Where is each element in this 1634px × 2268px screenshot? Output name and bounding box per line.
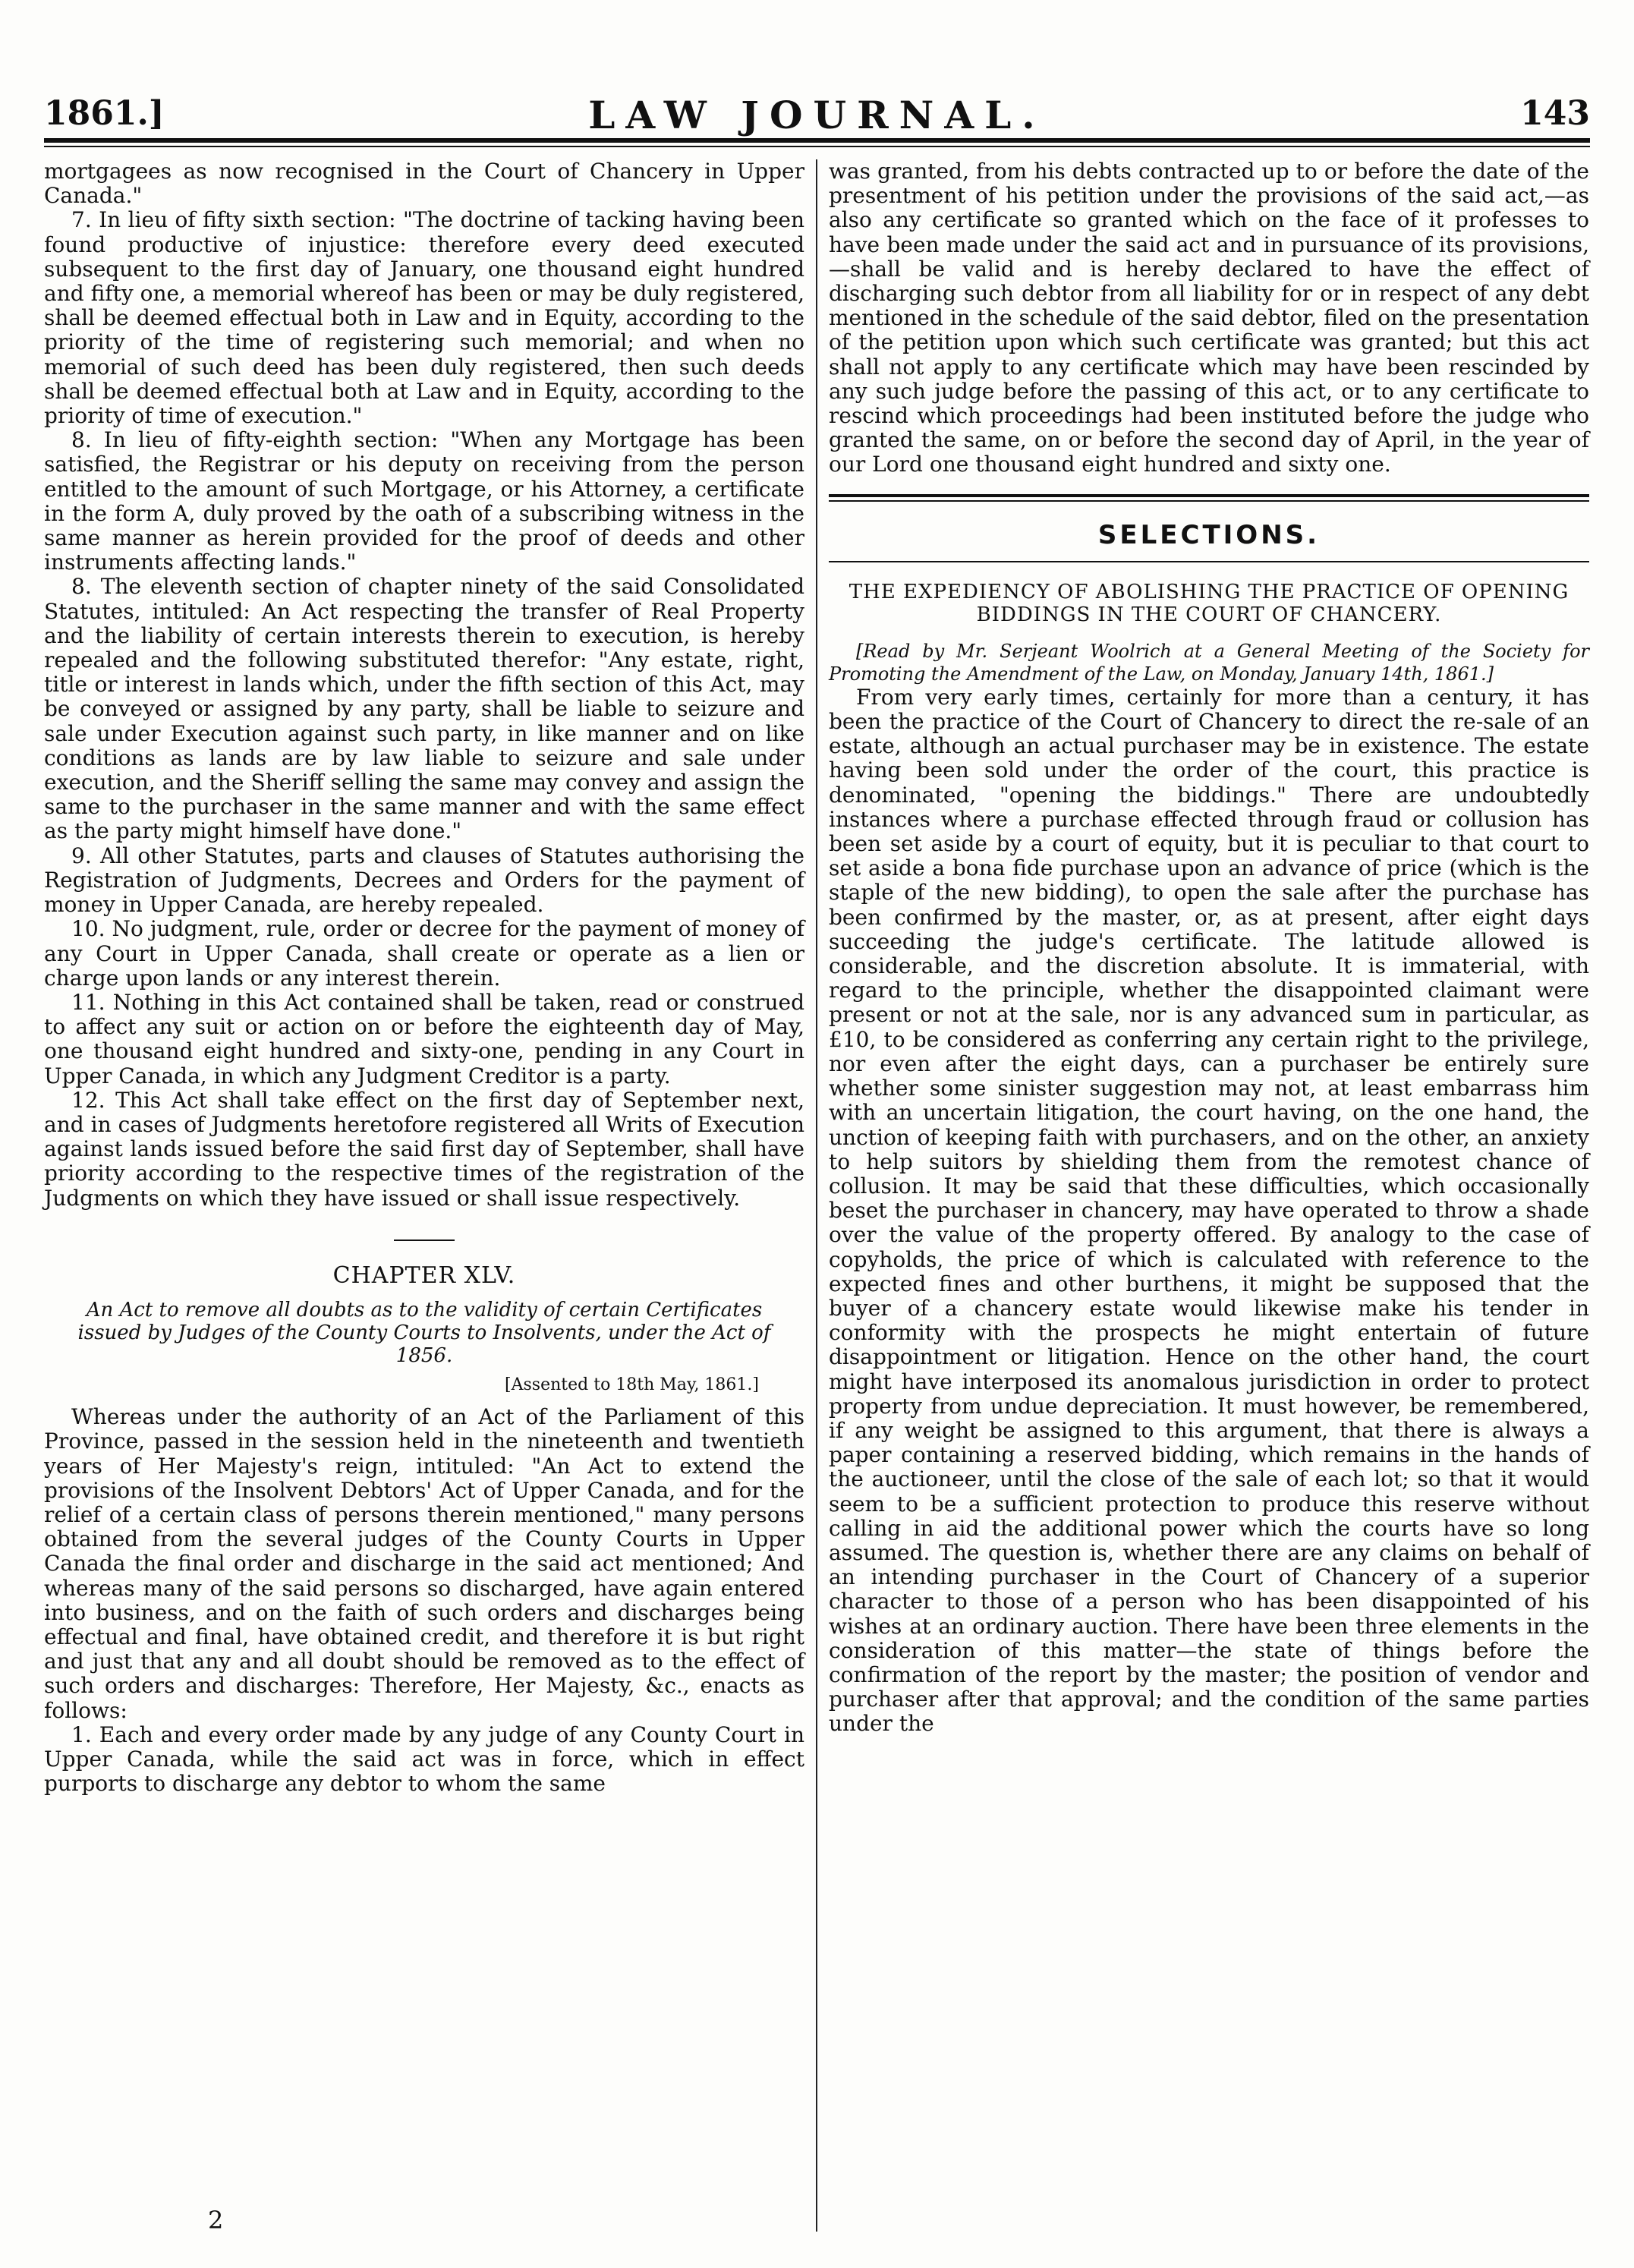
paragraph-section-11: 11. Nothing in this Act contained shall be taken, read or construed to affect any suit or action on or before the eighteenth day of May, one thousand eight hundred and sixty-one, pending in any Court in Upper Canada, in which any Judgment Creditor is a party. (44, 989, 804, 1088)
journal-title: LAW JOURNAL. (588, 93, 1046, 137)
page-number: 143 (1520, 94, 1590, 133)
section-heading: SELECTIONS. (1097, 519, 1321, 550)
paragraph-chapter-section-1: 1. Each and every order made by any judge of any County Court in Upper Canada, while the said act was in force, which in effect purports to discharge any debtor to whom the same (44, 1721, 804, 1797)
paragraph-preamble: Whereas under the authority of an Act of the Parliament of this Province, passed in the session held in the nineteenth and twentieth years of Her Majesty's reign, intituled: "An Act to extend the provisions of the Insolvent Debtors' Act of Upper Canada, and for the relief of a certain class of persons therein mentioned," many persons obtained from the several judges of the County Courts in Upper Canada the final order and discharge in the said act mentioned; And whereas many of the said persons so discharged, have again entered into business, and on the faith of such orders and discharges being effectual and final, have obtained credit, and therefore it is but right and just that any and all doubt should be removed as to the effect of such orders and discharges: Therefore, Her Majesty, &c., enacts as follows: (44, 1404, 804, 1723)
paragraph-section-10: 10. No judgment, rule, order or decree for the payment of money of any Court in Upper Canada, shall create or operate as a lien or charge upon lands or any interest therein. (44, 916, 804, 991)
left-column (44, 159, 804, 1796)
paragraph-section-12: 12. This Act shall take effect on the first day of September next, and in cases of Judgments heretofore registered all Writs of Execution against lands issued before the said first day of September, shall have priority according to the respective times of the registration of the Judgments on which they have issued or shall issue respectively. (44, 1087, 804, 1211)
chapter-separator (394, 1240, 455, 1241)
paragraph-continuation: mortgagees as now recognised in the Court of Chancery in Upper Canada." (44, 159, 804, 209)
right-column (829, 159, 1589, 1737)
header-rule-thick (44, 138, 1590, 143)
paragraph-continuation-right: was granted, from his debts contracted up to or before the date of the presentment of his petition under the provisions of the said act,—as also any certificate so granted which on the face of it professes to have been made under the said act and in pursuance of its provisions,—shall be valid and is hereby declared to have the effect of discharging such debtor from all liability for or in respect of any debt mentioned in the schedule of the said debtor, filed on the presentation of the petition upon which such certificate was granted; but this act shall not apply to any certificate which may have been rescinded by any such judge before the passing of this act, or to any certificate to rescind which proceedings had been instituted before the judge who granted the same, on or before the second day of April, in the year of our Lord one thousand eight hundred and sixty one. (829, 159, 1589, 477)
article-note: [Read by Mr. Serjeant Woolrich at a General Meeting of the Society for Promoting the Amendment of the Law, on Monday, January 14th, 1861.] (829, 640, 1589, 685)
paragraph-section-7: 7. In lieu of fifty sixth section: "The doctrine of tacking having been found productive of injustice: therefore every deed executed subsequent to the first day of January, one thousand eight hundred and fifty one, a memorial whereof has been or may be duly registered, shall be deemed effectual both in Law and in Equity, according to the priority of the time of registering such memorial; and when no memorial of such deed has been duly registered, then such deeds shall be deemed effectual both at Law and in Equity, according to the priority of time of execution." (44, 207, 804, 429)
assent-date: [Assented to 18th May, 1861.] (505, 1375, 759, 1394)
article-body: From very early times, certainly for more than a century, it has been the practice of the Court of Chancery to direct the re-sale of an estate, although an actual purchaser may be in existence. The estate having been sold under the order of the court, this practice is denominated, "opening the biddings." There are undoubtedly instances where a purchase effected through fraud or collusion has been set aside by a court of equity, but it is peculiar to that court to set aside a bona fide purchase upon an advance of price (which is the staple of the new bidding), to open the sale after the purchase has been confirmed by the master, or, as at present, after eight days succeeding the judge's certificate. The latitude allowed is considerable, and the discretion absolute. It is immaterial, with regard to the principle, whether the disappointed claimant were present or not at the sale, nor is any advanced sum in particular, as £10, to be considered as conferring any certain right to the privilege, nor even after the eight days, can a purchaser be entirely sure whether some sinister suggestion may not, at least embarrass him with an uncertain litigation, the court having, on the one hand, the unction of keeping faith with purchasers, and on the other, an anxiety to help suitors by shielding them from the remotest chance of collusion. It may be said that these difficulties, which occasionally beset the purchaser in chancery, may have operated to throw a shade over the value of the property offered. By analogy to the case of copyholds, the price of which is calculated with reference to the expected fines and other burthens, it might be supposed that the buyer of a chancery estate would likewise make his tender in conformity with the prospects he might entertain of future disappointment or litigation. Hence on the other hand, the court might have interposed its anomalous jurisdiction in order to protect property from undue depreciation. It must however, be remembered, if any weight be assigned to this argument, that there is always a paper containing a reserved bidding, which remains in the hands of the auctioneer, until the close of the sale of each lot; so that it would seem to be a sufficient protection to produce this reserve without calling in aid the additional power which the courts have so long assumed. The question is, whether there are any claims on behalf of an intending purchaser in the Court of Chancery of a superior character to those of a person who has been disappointed of his wishes at an ordinary auction. There have been three elements in the consideration of this matter—the state of things before the confirmation of the report by the master; the position of vendor and purchaser after that approval; and the condition of the same parties under the (829, 684, 1589, 1737)
section-rule-single (829, 561, 1589, 562)
signature-mark: 2 (208, 2206, 224, 2235)
paragraph-section-8b: 8. The eleventh section of chapter ninety of the said Consolidated Statutes, intituled: An Act respecting the transfer of Real Property and the liability of certain interests therein to execution, is hereby repealed and the following substituted therefor: "Any estate, right, title or interest in lands which, under the fifth section of this Act, may be conveyed or assigned by any party, shall be liable to seizure and sale under Execution against such party, in like manner and on like conditions as lands are by law liable to seizure and sale under execution, and the Sheriff selling the same may convey and assign the same to the purchaser in the same manner and with the same effect as the party might himself have done." (44, 574, 804, 844)
article-title: THE EXPEDIENCY OF ABOLISHING THE PRACTICE OF OPENING BIDDINGS IN THE COURT OF CHANCERY. (848, 580, 1569, 626)
paragraph-section-8a: 8. In lieu of fifty-eighth section: "When any Mortgage has been satisfied, the Registrar or his deputy on receiving from the person entitled to the amount of such Mortgage, or his Attorney, a certificate in the form A, duly proved by the oath of a subscribing witness in the same manner as herein provided for the proof of deeds and other instruments affecting lands." (44, 427, 804, 575)
running-header (44, 85, 1590, 138)
act-title: An Act to remove all doubts as to the validity of certain Certificates issued by Judges of the County Courts to Insolvents, under the Act of 1856. (77, 1298, 771, 1367)
header-year: 1861.] (44, 94, 165, 133)
header-rule-thin (44, 146, 1590, 147)
chapter-title: CHAPTER XLV. (332, 1262, 516, 1289)
section-rule-double (829, 494, 1589, 502)
column-divider (816, 159, 817, 2232)
paragraph-section-9: 9. All other Statutes, parts and clauses of Statutes authorising the Registration of Judgments, Decrees and Orders for the payment of money in Upper Canada, are hereby repealed. (44, 843, 804, 918)
